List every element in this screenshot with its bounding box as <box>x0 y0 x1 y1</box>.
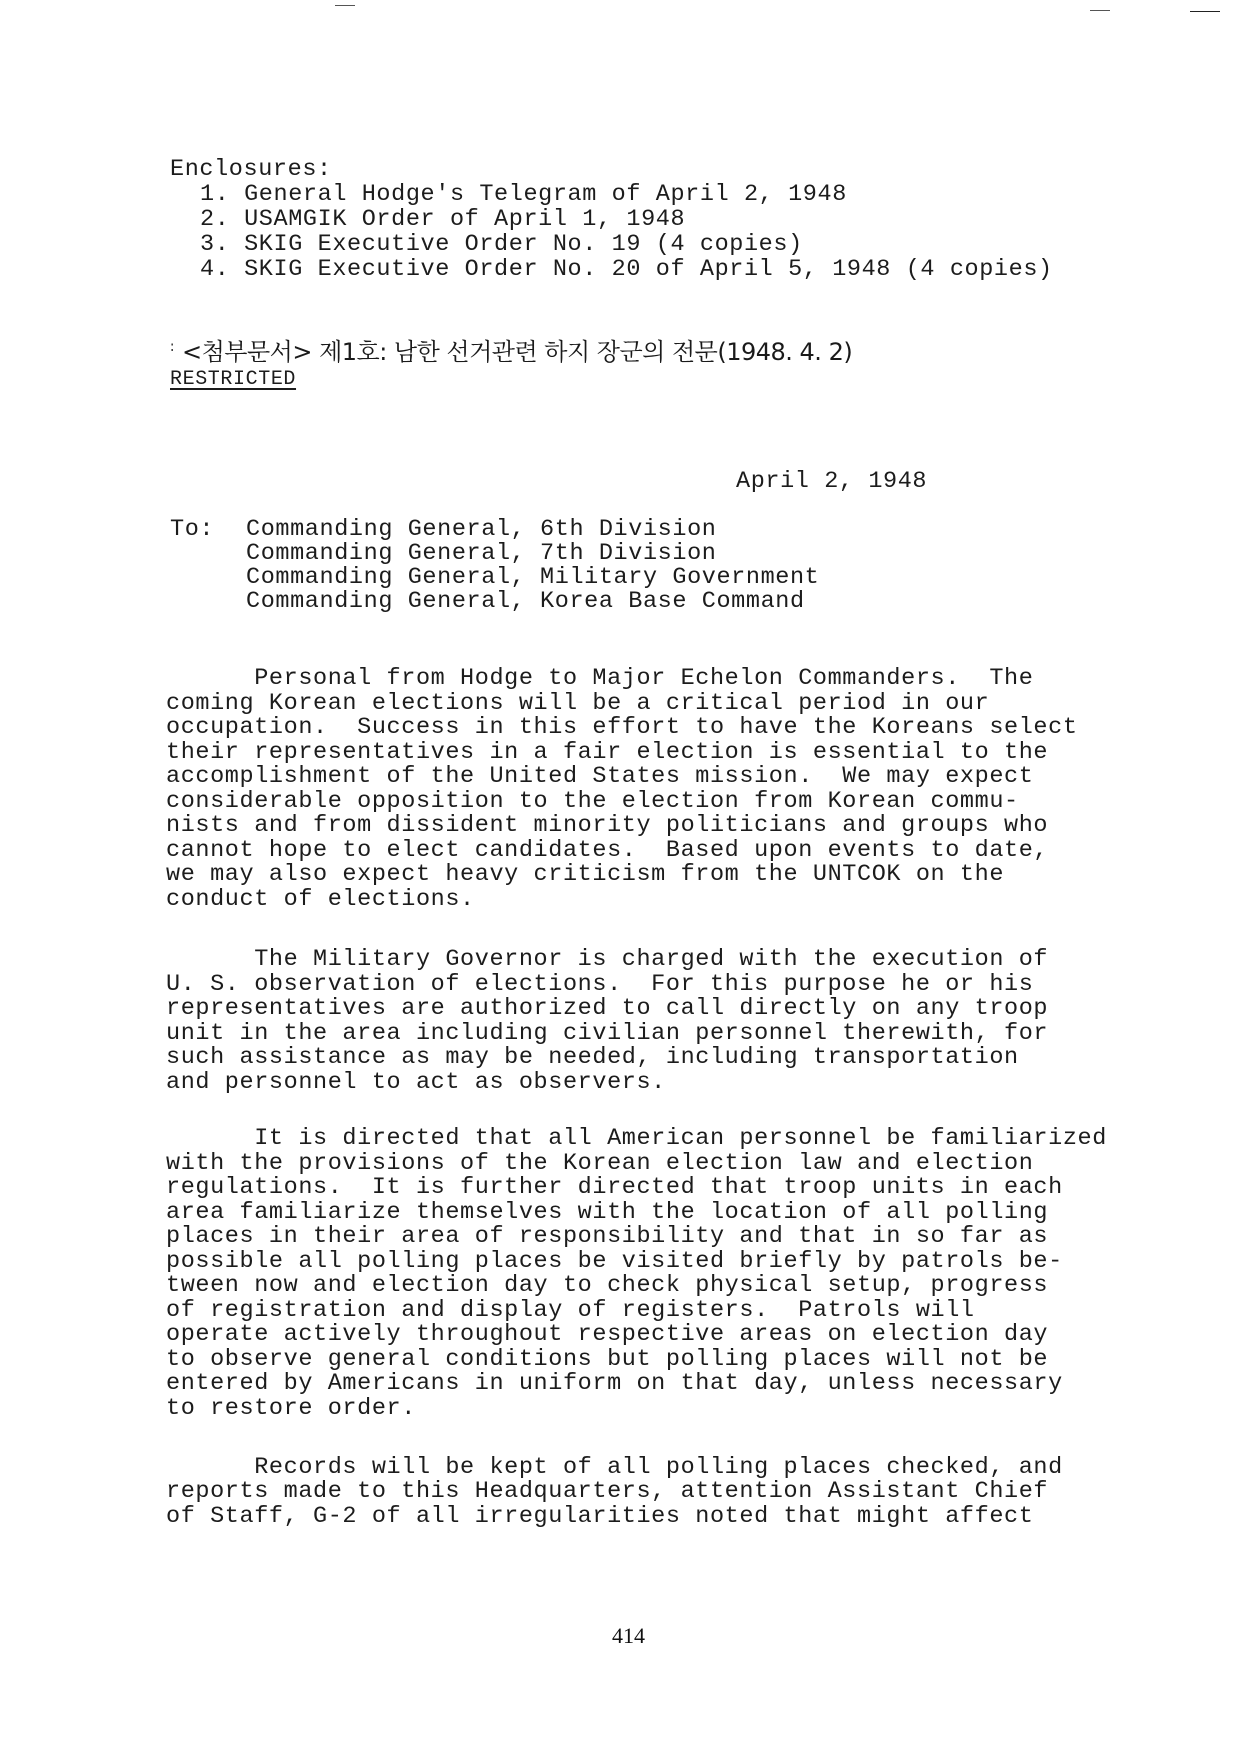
paragraph-line: coming Korean elections will be a critical period in our <box>166 690 990 717</box>
paragraph-line: Records will be kept of all polling places checked, and <box>166 1454 1063 1481</box>
scan-artifact <box>1090 10 1110 11</box>
paragraph-line: operate actively throughout respective areas on election day <box>166 1321 1049 1348</box>
paragraph-line: to restore order. <box>166 1395 416 1422</box>
paragraph-line: possible all polling places be visited briefly by patrols be- <box>166 1248 1063 1275</box>
paragraph-line: regulations. It is further directed that troop units in each <box>166 1174 1063 1201</box>
paragraph-line: The Military Governor is charged with the execution of <box>166 946 1049 973</box>
paragraph-line: accomplishment of the United States mission. We may expect <box>166 763 1034 790</box>
paragraph-line: tween now and election day to check physical setup, progress <box>166 1272 1049 1299</box>
paragraph-line: U. S. observation of elections. For this purpose he or his <box>166 971 1034 998</box>
page-number: 414 <box>612 1623 645 1648</box>
to-label: To: <box>170 516 215 543</box>
addressee-line: Commanding General, 7th Division <box>246 540 717 567</box>
classification-label: RESTRICTED <box>170 368 297 391</box>
scan-artifact <box>335 5 355 6</box>
enclosure-item: 3. SKIG Executive Order No. 19 (4 copies) <box>200 231 803 258</box>
paragraph-line: their representatives in a fair election is essential to the <box>166 739 1049 766</box>
enclosures-heading: Enclosures: <box>170 156 332 183</box>
paragraph-line: of Staff, G-2 of all irregularities noted that might affect <box>166 1503 1034 1530</box>
korean-attachment-note: <첨부문서> 제1호: 남한 선거관련 하지 장군의 전문(1948. 4. 2) <box>182 338 853 366</box>
letter-date: April 2, 1948 <box>736 468 928 495</box>
paragraph-line: unit in the area including civilian personnel therewith, for <box>166 1020 1049 1047</box>
enclosure-item: 2. USAMGIK Order of April 1, 1948 <box>200 206 686 233</box>
paragraph-line: to observe general conditions but polling places will not be <box>166 1346 1049 1373</box>
scan-dots: : <box>168 340 177 356</box>
paragraph-line: nists and from dissident minority politicians and groups who <box>166 812 1049 839</box>
paragraph-line: such assistance as may be needed, including transportation <box>166 1044 1019 1071</box>
paragraph-line: we may also expect heavy criticism from the UNTCOK on the <box>166 861 1005 888</box>
paragraph-line: of registration and display of registers. Patrols will <box>166 1297 975 1324</box>
paragraph-line: conduct of elections. <box>166 886 475 913</box>
addressee-line: Commanding General, Military Government <box>246 564 820 591</box>
paragraph-line: area familiarize themselves with the location of all polling <box>166 1199 1049 1226</box>
paragraph-line: and personnel to act as observers. <box>166 1069 666 1096</box>
paragraph-line: cannot hope to elect candidates. Based upon events to date, <box>166 837 1049 864</box>
paragraph-line: It is directed that all American personnel be familiarized <box>166 1125 1107 1152</box>
addressee-line: Commanding General, 6th Division <box>246 516 717 543</box>
paragraph-line: reports made to this Headquarters, attention Assistant Chief <box>166 1478 1049 1505</box>
paragraph-line: representatives are authorized to call directly on any troop <box>166 995 1049 1022</box>
scan-artifact <box>1190 11 1220 12</box>
paragraph-line: Personal from Hodge to Major Echelon Commanders. The <box>166 665 1034 692</box>
paragraph-line: entered by Americans in uniform on that day, unless necessary <box>166 1370 1063 1397</box>
paragraph-line: places in their area of responsibility and that in so far as <box>166 1223 1049 1250</box>
addressee-line: Commanding General, Korea Base Command <box>246 588 805 615</box>
paragraph-line: considerable opposition to the election from Korean commu- <box>166 788 1019 815</box>
paragraph-line: with the provisions of the Korean election law and election <box>166 1150 1034 1177</box>
paragraph-line: occupation. Success in this effort to have the Koreans select <box>166 714 1078 741</box>
enclosure-item: 4. SKIG Executive Order No. 20 of April 5, 1948 (4 copies) <box>200 256 1053 283</box>
enclosure-item: 1. General Hodge's Telegram of April 2, 1948 <box>200 181 847 208</box>
